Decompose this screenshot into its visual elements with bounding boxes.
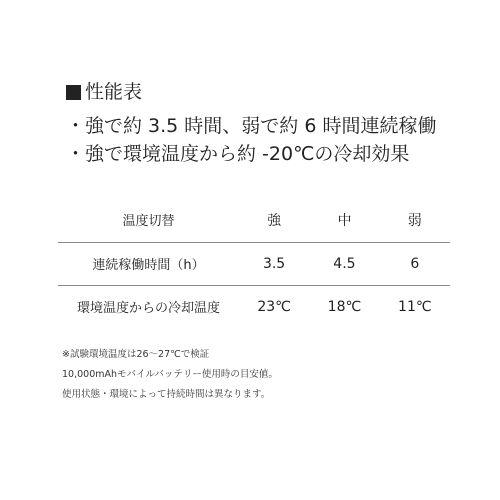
footnote: 10,000mAhモバイルバッテリー使用時の目安値。 bbox=[62, 369, 278, 380]
table-cell: 23℃ bbox=[257, 298, 291, 315]
footnotes bbox=[62, 345, 278, 405]
square-bullet-icon bbox=[66, 85, 81, 100]
row-label: 環境温度からの冷却温度 bbox=[76, 301, 220, 317]
table-header-row bbox=[58, 198, 450, 242]
footnote: ※試験環境温度は26～27℃で検証 bbox=[62, 349, 210, 360]
header-mode-switch: 温度切替 bbox=[122, 214, 175, 230]
table-cell: 18℃ bbox=[327, 298, 362, 315]
section-title: 性能表 bbox=[85, 81, 143, 103]
section-heading bbox=[66, 80, 142, 104]
feature-item: ・強で環境温度から約 -20℃の冷却効果 bbox=[66, 143, 410, 165]
performance-table bbox=[58, 198, 450, 328]
header-strong: 強 bbox=[267, 212, 282, 229]
table-row bbox=[58, 285, 450, 328]
table-cell: 6 bbox=[410, 255, 420, 272]
feature-list bbox=[66, 112, 436, 168]
table-cell: 11℃ bbox=[398, 298, 432, 315]
header-medium: 中 bbox=[337, 212, 352, 229]
table-row bbox=[58, 242, 450, 285]
feature-item: ・強で約 3.5 時間、弱で約 6 時間連続稼働 bbox=[66, 115, 437, 137]
header-weak: 弱 bbox=[407, 212, 422, 229]
table-cell: 4.5 bbox=[333, 255, 356, 272]
table-cell: 3.5 bbox=[262, 255, 286, 272]
footnote: 使用状態・環境によって持続時間は異なります。 bbox=[62, 389, 271, 400]
row-label: 連続稼働時間（h） bbox=[92, 258, 205, 273]
